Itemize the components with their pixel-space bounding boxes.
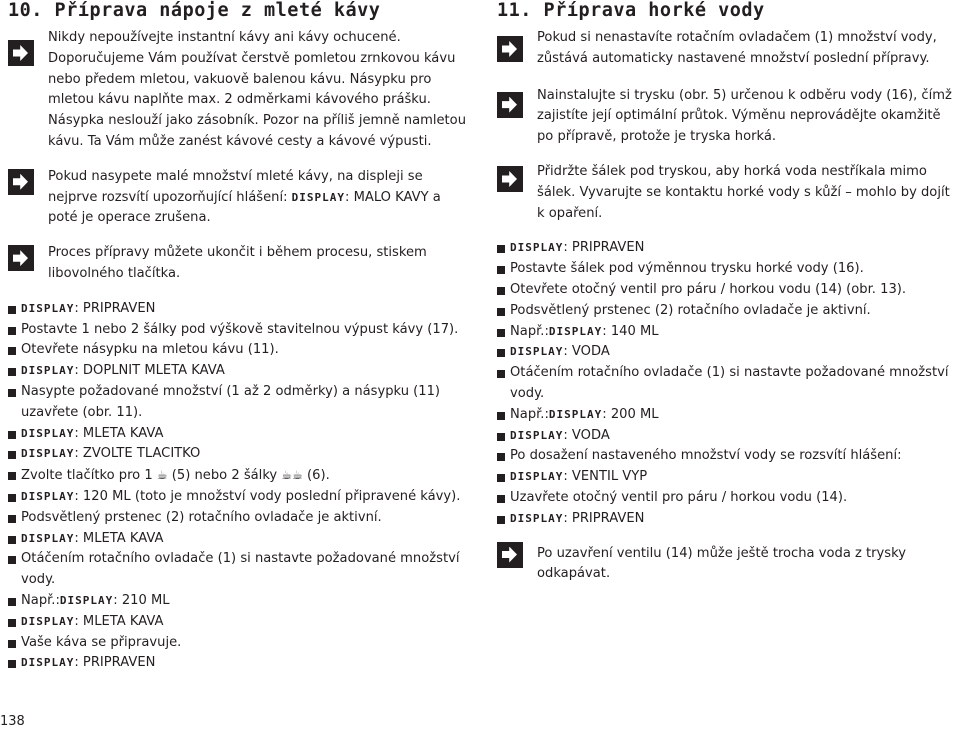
bullet-square-icon — [8, 515, 16, 523]
list-item: DISPLAY: 120 ML (toto je množství vody poslední připravené kávy). — [8, 487, 473, 508]
list-item: Nasypte požadované množství (1 až 2 odměrky) a násypku (11) uzavřete (obr. 11). — [8, 382, 473, 424]
note-hold-cup — [497, 162, 957, 224]
list-item: Otevřete násypku na mletou kávu (11). — [8, 340, 473, 361]
bullet-square-icon — [497, 453, 505, 461]
right-column — [497, 0, 957, 585]
list-item: DISPLAY: ZVOLTE TLACITKO — [8, 444, 473, 465]
list-item: Vaše káva se připravuje. — [8, 633, 473, 654]
list-item: DISPLAY: PRIPRAVEN — [8, 653, 473, 674]
note-text: Pokud si nenastavíte rotačním ovladačem (1) množství vody, zůstává automaticky nastavené množství poslední přípravy. — [537, 30, 937, 66]
arrow-right-icon — [497, 166, 523, 192]
note-text: Po uzavření ventilu (14) může ještě trocha voda z trysky odkapávat. — [537, 545, 906, 582]
bullet-square-icon — [497, 329, 505, 337]
arrow-right-icon — [8, 245, 34, 271]
list-item: Postavte 1 nebo 2 šálky pod výškově stavitelnou výpust kávy (17). — [8, 320, 473, 341]
arrow-right-icon — [497, 542, 523, 568]
list-item: DISPLAY: VENTIL VYP — [497, 467, 957, 488]
list-item: Podsvětlený prstenec (2) rotačního ovladače je aktivní. — [497, 301, 957, 322]
note-text: Nainstalujte si trysku (obr. 5) určenou k odběru vody (16), čímž zajistíte její optimální průtok. Výměnu neprovádějte okamžitě po přípravě, protože je tryska horká. — [537, 87, 952, 145]
bullet-square-icon — [8, 556, 16, 564]
bullet-square-icon — [8, 431, 16, 439]
note-cancel-process — [8, 243, 473, 285]
bullet-square-icon — [497, 495, 505, 503]
note-ground-coffee-tip — [8, 28, 473, 153]
step-list-hot-water — [497, 238, 957, 529]
arrow-right-icon — [497, 36, 523, 62]
note-text: Pokud nasypete malé množství mleté kávy, na displeji se nejprve rozsvítí upozorňující hlášení: DISPLAY: MALO KAVY a poté je operace zrušena. — [48, 168, 441, 226]
arrow-right-icon — [8, 40, 34, 66]
bullet-square-icon — [497, 245, 505, 253]
bullet-square-icon — [8, 472, 16, 480]
list-item: Např.:DISPLAY: 200 ML — [497, 405, 957, 426]
bullet-square-icon — [8, 389, 16, 397]
bullet-square-icon — [497, 266, 505, 274]
bullet-square-icon — [8, 598, 16, 606]
bullet-square-icon — [497, 370, 505, 378]
bullet-square-icon — [8, 368, 16, 376]
display-label: DISPLAY — [291, 190, 346, 204]
bullet-square-icon — [8, 306, 16, 314]
list-item: Např.:DISPLAY: 140 ML — [497, 322, 957, 343]
bullet-square-icon — [8, 494, 16, 502]
list-item: Podsvětlený prstenec (2) rotačního ovladače je aktivní. — [8, 508, 473, 529]
bullet-square-icon — [497, 287, 505, 295]
arrow-right-icon — [497, 92, 523, 118]
bullet-square-icon — [497, 474, 505, 482]
bullet-square-icon — [8, 619, 16, 627]
list-item: DISPLAY: MLETA KAVA — [8, 529, 473, 550]
list-item: DISPLAY: MLETA KAVA — [8, 612, 473, 633]
step-list-ground-coffee — [8, 299, 473, 674]
list-item: DISPLAY: VODA — [497, 342, 957, 363]
cup-double-icon: ☕☕ — [281, 468, 303, 483]
note-text: Přidržte šálek pod tryskou, aby horká voda nestříkala mimo šálek. Vyvarujte se kontaktu horké vody s kůží – mohlo by dojít k opaření. — [537, 163, 950, 221]
list-item: DISPLAY: PRIPRAVEN — [8, 299, 473, 320]
note-low-coffee-warning — [8, 167, 473, 229]
note-dripping — [497, 544, 957, 586]
list-item: DISPLAY: DOPLNIT MLETA KAVA — [8, 361, 473, 382]
note-text: Proces přípravy můžete ukončit i během procesu, stiskem libovolného tlačítka. — [48, 245, 427, 281]
bullet-square-icon — [8, 327, 16, 335]
section-title-hot-water: 11. Příprava horké vody — [497, 0, 765, 21]
list-item: DISPLAY: MLETA KAVA — [8, 424, 473, 445]
list-item: Otevřete otočný ventil pro páru / horkou vodu (14) (obr. 13). — [497, 280, 957, 301]
list-item: DISPLAY: PRIPRAVEN — [497, 238, 957, 259]
list-item: Otáčením rotačního ovladače (1) si nastavte požadované množství vody. — [497, 363, 957, 405]
bullet-square-icon — [497, 308, 505, 316]
list-item: Otáčením rotačního ovladače (1) si nastavte požadované množství vody. — [8, 549, 473, 591]
bullet-square-icon — [497, 412, 505, 420]
list-item: Zvolte tlačítko pro 1 ☕ (5) nebo 2 šálky ☕☕ (6). — [8, 465, 473, 487]
list-item: Po dosažení nastaveného množství vody se rozsvítí hlášení: — [497, 446, 957, 467]
bullet-square-icon — [497, 433, 505, 441]
bullet-square-icon — [497, 349, 505, 357]
list-item: Uzavřete otočný ventil pro páru / horkou vodu (14). — [497, 488, 957, 509]
note-water-amount — [497, 28, 957, 70]
bullet-square-icon — [8, 451, 16, 459]
list-item: DISPLAY: VODA — [497, 426, 957, 447]
list-item: Postavte šálek pod výměnnou trysku horké vody (16). — [497, 259, 957, 280]
cup-single-icon: ☕ — [156, 468, 168, 483]
bullet-square-icon — [8, 536, 16, 544]
bullet-square-icon — [8, 640, 16, 648]
arrow-right-icon — [8, 169, 34, 195]
note-install-nozzle — [497, 86, 957, 148]
bullet-square-icon — [8, 660, 16, 668]
note-text: Nikdy nepoužívejte instantní kávy ani kávy ochucené. Doporučujeme Vám používat čerstvě pomletou zrnkovou kávu nebo předem mletou, vakuově balenou kávu. Násypku pro mletou kávu naplňte max. 2 odměrkami kávového prášku. Násypka neslouží jako zásobník. Pozor na příliš jemně namletou kávu. Ta Vám může zanést kávové cesty a kávové výpusti. — [48, 30, 466, 149]
list-item: Např.:DISPLAY: 210 ML — [8, 591, 473, 612]
page-number: 138 — [0, 714, 25, 729]
bullet-square-icon — [8, 347, 16, 355]
list-item: DISPLAY: PRIPRAVEN — [497, 509, 957, 530]
left-column — [8, 0, 473, 674]
section-title-ground-coffee: 10. Příprava nápoje z mleté kávy — [8, 0, 381, 21]
bullet-square-icon — [497, 516, 505, 524]
